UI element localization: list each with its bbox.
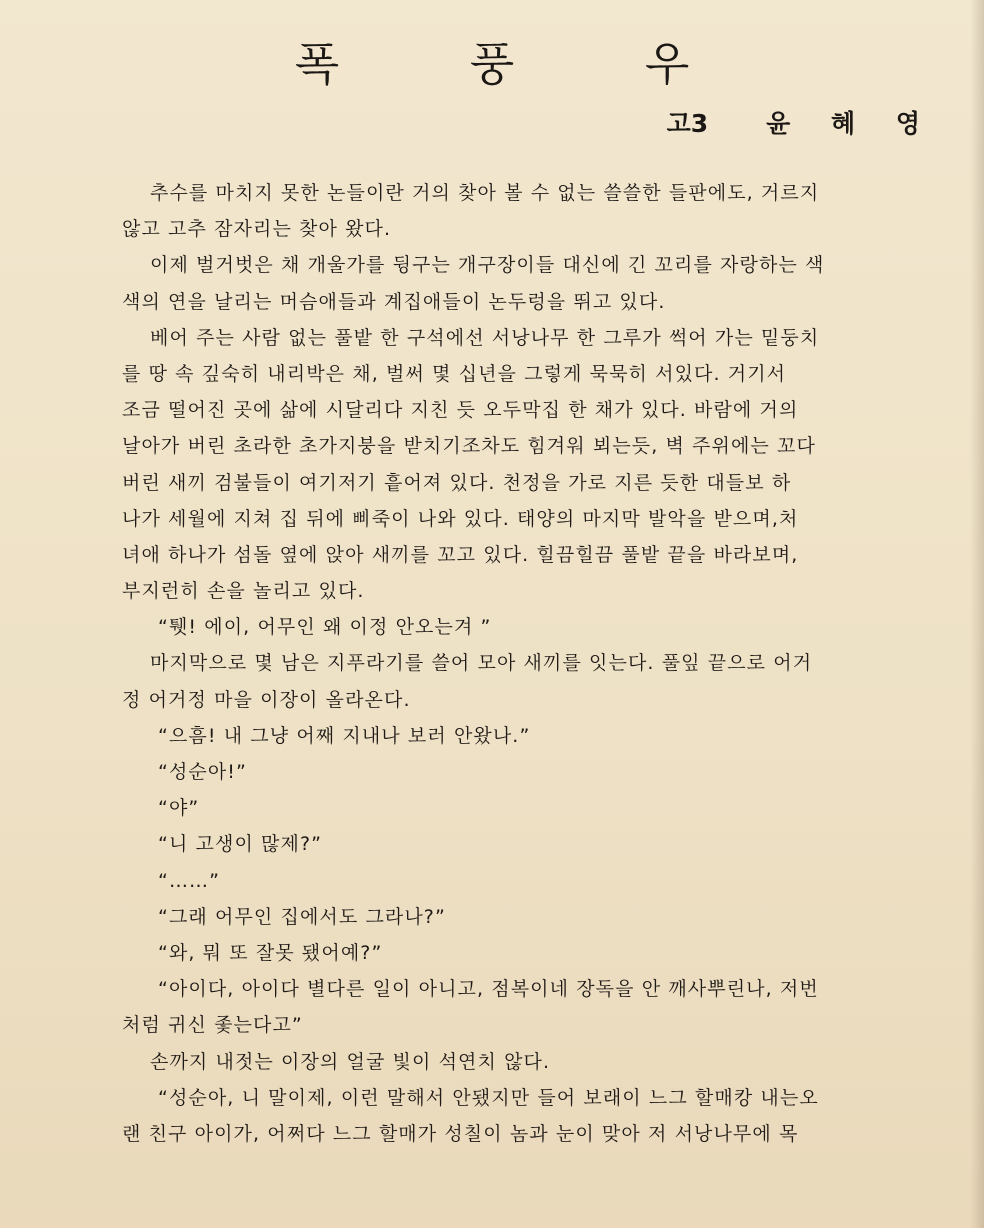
author-grade: 고3 [666, 109, 709, 138]
dialogue-line: “그래 어무인 집에서도 그라나?” [158, 905, 446, 928]
text-line: 색의 연을 날리는 머슴애들과 계집애들이 논두렁을 뛰고 있다. [122, 290, 666, 313]
dialogue-line: “성순아, 니 말이제, 이런 말해서 안됐지만 들어 보래이 느그 할매캉 내는오 [158, 1086, 819, 1109]
text-line: 마지막으로 몇 남은 지푸라기를 쓸어 모아 새끼를 잇는다. 풀잎 끝으로 어거 [150, 652, 813, 675]
dialogue-line: “……” [158, 869, 221, 892]
text-line: 이제 벌거벗은 채 개울가를 뒹구는 개구장이들 대신에 긴 꼬리를 자랑하는 색 [150, 254, 825, 277]
text-line: 조금 떨어진 곳에 삶에 시달리다 지친 듯 오두막집 한 채가 있다. 바람에 거의 [122, 399, 799, 422]
text-line: 버린 새끼 검불들이 여기저기 흩어져 있다. 천정을 가로 지른 듯한 대들보 하 [122, 471, 792, 494]
dialogue-line: “성순아!” [158, 761, 247, 783]
dialogue-line: “와, 뭐 또 잘못 됐어예?” [158, 941, 383, 964]
text-line: 를 땅 속 깊숙히 내리박은 채, 벌써 몇 십년을 그렇게 묵묵히 서있다. 거기서 [122, 362, 787, 385]
text-line: 나가 세월에 지쳐 집 뒤에 삐죽이 나와 있다. 태양의 마지막 발악을 받으며,처 [122, 507, 799, 530]
text-line: 부지런히 손을 놀리고 있다. [122, 580, 365, 603]
text-line: 날아가 버린 초라한 초가지붕을 받치기조차도 힘겨워 뵈는듯, 벽 주위에는 꼬다 [122, 435, 816, 458]
dialogue-line: “니 고생이 많제?” [158, 833, 323, 856]
dialogue-line: “으흠! 내 그냥 어째 지내나 보러 안왔나.” [158, 724, 531, 747]
text-line: 베어 주는 사람 없는 풀밭 한 구석에선 서낭나무 한 그루가 썩어 가는 밑둥치 [150, 326, 820, 349]
byline [667, 104, 936, 140]
text-line: 녀애 하나가 섬돌 옆에 앉아 새끼를 꼬고 있다. 힐끔힐끔 풀밭 끝을 바라보며, [122, 543, 799, 566]
text-line: 않고 고추 잠자리는 찾아 왔다. [122, 218, 392, 241]
story-body [122, 175, 952, 1152]
text-line: 랜 친구 아이가, 어쩌다 느그 할매가 성칠이 놈과 눈이 맞아 저 서낭나무에 목 [122, 1122, 799, 1145]
dialogue-line: “야” [158, 797, 200, 820]
dialogue-line: “아이다, 아이다 별다른 일이 아니고, 점복이네 장독을 안 깨사뿌린나, 저번 [158, 978, 819, 1001]
text-line: 처럼 귀신 좇는다고” [122, 1014, 303, 1037]
author-name: 윤 혜 영 [766, 109, 936, 138]
story-title: 폭 풍 우 [294, 37, 748, 91]
text-line: 추수를 마치지 못한 논들이란 거의 찾아 볼 수 없는 쓸쓸한 들판에도, 거르지 [150, 182, 820, 204]
text-line: 손까지 내젓는 이장의 얼굴 빛이 석연치 않다. [150, 1050, 551, 1073]
page-edge-shadow [970, 0, 984, 1228]
dialogue-line: “퉷! 에이, 어무인 왜 이정 안오는겨 ” [158, 616, 492, 639]
text-line: 정 어거정 마을 이장이 올라온다. [122, 688, 411, 711]
